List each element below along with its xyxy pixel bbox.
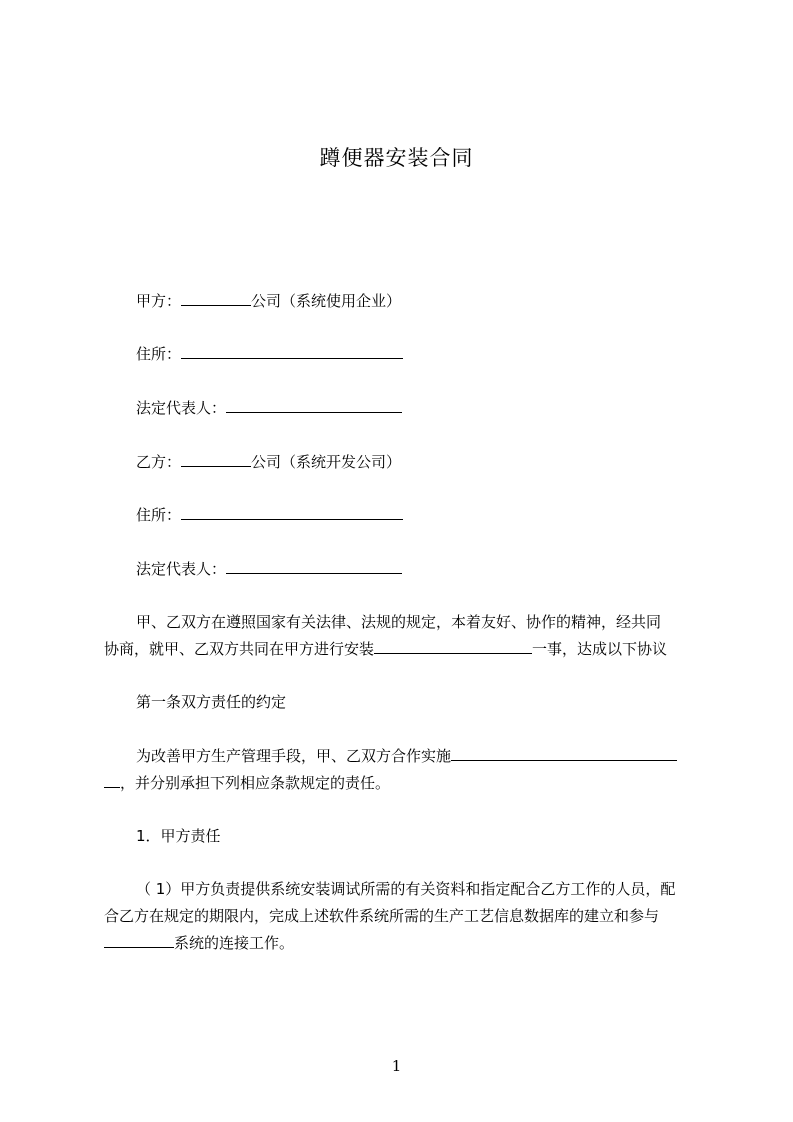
article-1-body-line-1: [136, 745, 677, 767]
article-1-body-prefix: 为改善甲方生产管理手段，甲、乙双方合作实施: [136, 747, 452, 765]
party-a-suffix: 公司（系统使用企业）: [251, 292, 402, 310]
party-a-blank[interactable]: [181, 290, 251, 306]
preamble-line-1: 甲、乙双方在遵照国家有关法律、法规的规定，本着友好、协作的精神，经共同: [136, 613, 662, 631]
clause-1-line-2: 合乙方在规定的期限内，完成上述软件系统所需的生产工艺信息数据库的建立和参与: [104, 907, 660, 925]
party-b-address-label: 住所：: [136, 506, 182, 524]
article-1-body-suffix: ，并分别承担下列相应条款规定的责任。: [120, 774, 391, 792]
section-1-heading: 1．甲方责任: [136, 827, 221, 845]
clause-1-line-1: （ 1）甲方负责提供系统安装调试所需的有关资料和指定配合乙方工作的人员，配: [136, 880, 676, 898]
page-number: 1: [391, 1057, 402, 1075]
party-a-rep-line: [136, 397, 402, 419]
party-b-rep-blank[interactable]: [226, 558, 402, 574]
system-name-blank[interactable]: [104, 932, 174, 948]
party-b-rep-label: 法定代表人：: [136, 560, 227, 578]
party-b-rep-line: [136, 558, 402, 580]
party-b-suffix: 公司（系统开发公司）: [251, 453, 402, 471]
project-name-blank[interactable]: [451, 745, 677, 761]
party-b-label: 乙方：: [136, 453, 182, 471]
party-b-blank[interactable]: [181, 451, 251, 467]
article-1-heading: 第一条双方责任的约定: [136, 693, 287, 711]
party-a-address-label: 住所：: [136, 345, 182, 363]
clause-1-line-3-suffix: 系统的连接工作。: [174, 934, 295, 952]
clause-1-line-3: [104, 932, 294, 954]
party-b-line: [136, 451, 401, 473]
party-a-address-line: [136, 343, 403, 365]
party-b-address-line: [136, 504, 403, 526]
preamble-line-2-prefix: 协商，就甲、乙双方共同在甲方进行安装: [104, 640, 375, 658]
document-title: 蹲便器安装合同: [319, 146, 474, 170]
party-a-address-blank[interactable]: [181, 343, 403, 359]
party-a-rep-label: 法定代表人：: [136, 399, 227, 417]
party-a-label: 甲方：: [136, 292, 182, 310]
preamble-line-2: [104, 638, 667, 660]
preamble-line-2-suffix: 一事，达成以下协议: [532, 640, 668, 658]
project-name-blank-continued[interactable]: [104, 772, 120, 788]
article-1-body-line-2: [104, 772, 390, 794]
install-item-blank[interactable]: [374, 638, 532, 654]
party-a-rep-blank[interactable]: [226, 397, 402, 413]
party-b-address-blank[interactable]: [181, 504, 403, 520]
party-a-line: [136, 290, 401, 312]
